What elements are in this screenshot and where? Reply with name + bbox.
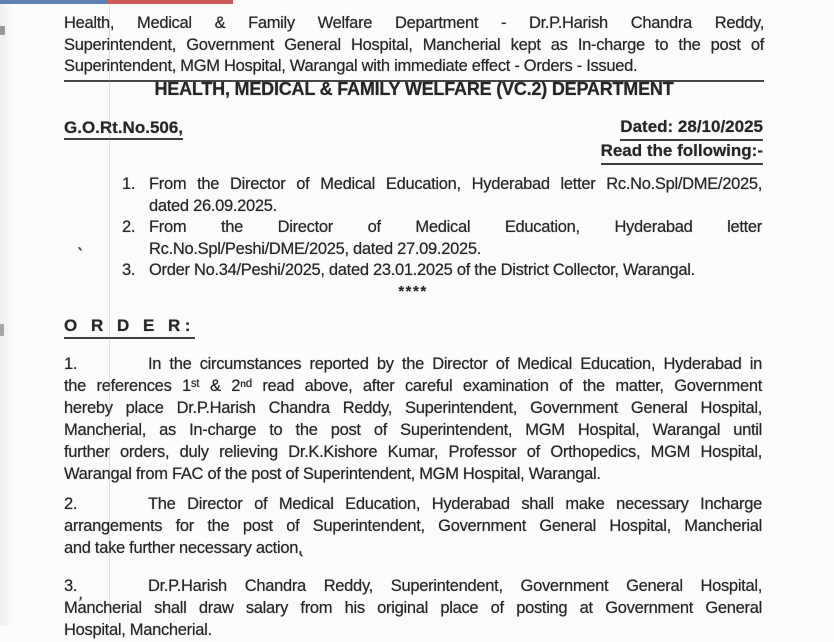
reference-list xyxy=(122,174,762,282)
paragraph-text: In the circumstances reported by the Director of Medical Education, Hyderabad in xyxy=(148,355,762,373)
paragraph-line: Mancherial, as In-charge to the post of Superintendent, MGM Hospital, Warangal until xyxy=(64,421,762,439)
separator-stars: **** xyxy=(398,283,428,300)
paragraph-line xyxy=(64,576,762,598)
go-number-text: G.O.Rt.No.506, xyxy=(64,118,183,140)
paragraph-line: Mancherial shall draw salary from his original place of posting at Government General xyxy=(64,599,762,617)
dated-text: Dated: 28/10/2025 xyxy=(620,116,763,141)
paragraph-text: Dr.P.Harish Chandra Reddy, Superintendent, Government General Hospital, xyxy=(148,577,762,595)
read-following-line xyxy=(601,140,763,164)
order-heading-text: O R D E R: xyxy=(64,316,195,339)
reference-number: 1. xyxy=(122,175,136,193)
subject-line: Health, Medical & Family Welfare Department - Dr.P.Harish Chandra Reddy, xyxy=(64,14,764,32)
order-heading xyxy=(64,316,195,336)
paragraph-line: hereby place Dr.P.Harish Chandra Reddy, Superintendent, Government General Hospital, xyxy=(64,399,762,417)
paragraph-line: Warangal from FAC of the post of Superintendent, MGM Hospital, Warangal. xyxy=(64,465,601,483)
reference-item xyxy=(122,174,762,217)
paragraph-text: The Director of Medical Education, Hyderabad shall make necessary Incharge xyxy=(148,495,762,513)
department-heading: HEALTH, MEDICAL & FAMILY WELFARE (VC.2) DEPARTMENT xyxy=(154,79,674,99)
reference-line: Order No.34/Peshi/2025, dated 23.01.2025 of the District Collector, Warangal. xyxy=(149,261,695,279)
go-number xyxy=(64,118,183,138)
reference-line: From the Director of Medical Education, Hyderabad letter Rc.No.Spl/DME/2025, xyxy=(149,175,762,193)
reference-text xyxy=(149,260,762,282)
paragraph-line: the references 1ˢᵗ & 2ⁿᵈ read above, after careful examination of the matter, Government xyxy=(64,377,762,395)
dated-line xyxy=(601,116,763,140)
subject-line: Superintendent, MGM Hospital, Warangal with immediate effect - Orders - Issued. xyxy=(64,57,638,75)
paragraph-line: further orders, duly relieving Dr.K.Kishore Kumar, Professor of Orthopedics, MGM Hospital, xyxy=(64,443,762,461)
subject-line: Superintendent, Government General Hospital, Mancherial kept as In-charge to the post of xyxy=(64,35,764,54)
scan-speck xyxy=(0,324,4,336)
order-paragraph-1 xyxy=(64,354,762,486)
reference-text xyxy=(149,217,762,260)
reference-line: dated 26.09.2025. xyxy=(149,196,277,215)
paragraph-number: 3. xyxy=(64,577,78,595)
reference-number: 3. xyxy=(122,261,136,279)
paragraph-line: Hospital, Mancherial. xyxy=(64,621,212,639)
paragraph-number: 1. xyxy=(64,355,78,373)
scan-speck xyxy=(0,26,5,35)
read-following-text: Read the following:- xyxy=(601,140,763,165)
scan-pen-mark: ` xyxy=(295,550,305,571)
paragraph-line xyxy=(64,494,762,516)
order-paragraph-3 xyxy=(64,576,762,642)
scan-pen-mark: ` xyxy=(74,244,84,265)
paragraph-line: arrangements for the post of Superintendent, Government General Hospital, Mancherial xyxy=(64,517,762,535)
reference-item xyxy=(122,260,762,282)
scan-color-bar xyxy=(0,0,834,4)
scan-bar-blue-segment xyxy=(0,0,107,4)
paragraph-line xyxy=(64,354,762,376)
reference-text xyxy=(149,174,762,217)
subject-paragraph xyxy=(64,13,764,82)
scan-bar-red-segment xyxy=(107,0,233,4)
scan-pen-mark: , xyxy=(77,586,87,603)
paragraph-number: 2. xyxy=(64,495,78,513)
reference-item xyxy=(122,217,762,260)
order-paragraph-2 xyxy=(64,494,762,560)
reference-line: From the Director of Medical Education, Hyderabad letter xyxy=(149,218,762,236)
date-block xyxy=(601,116,763,163)
paragraph-line: and take further necessary action. xyxy=(64,539,303,557)
reference-line: Rc.No.Spl/Peshi/DME/2025, dated 27.09.2025. xyxy=(149,239,481,258)
reference-number: 2. xyxy=(122,218,136,236)
